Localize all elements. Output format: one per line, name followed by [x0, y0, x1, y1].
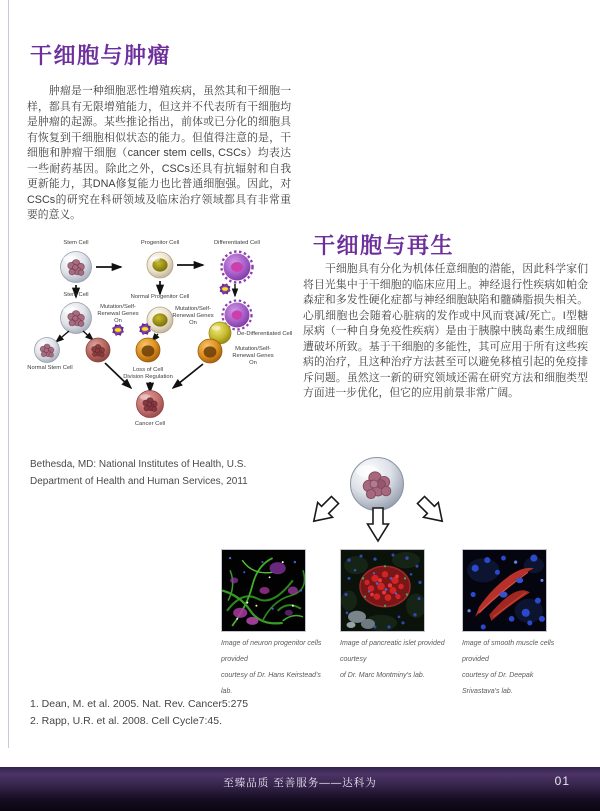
islet-cluster [360, 565, 410, 607]
caption-line: Image of pancreatic islet provided courtesy [340, 640, 445, 663]
caption-line: courtesy of Dr. Hans Keirstead's lab. [221, 672, 321, 695]
smooth-muscle-micrograph [462, 549, 547, 632]
orange-cell-illustration-2 [198, 339, 222, 363]
label-stem-cell-1: Stem Cell [63, 240, 89, 246]
mutated-stem-cell-illustration [86, 338, 110, 362]
svg-text:On: On [189, 320, 197, 326]
neuron-progenitor-micrograph [221, 549, 306, 632]
label-normal-stem-cell: Normal Stem Cell [27, 365, 73, 371]
caption-line: Image of neuron progenitor cells provided [221, 640, 322, 663]
orange-cell-illustration-1 [136, 338, 160, 362]
stem-cell-illustration-2 [61, 303, 92, 334]
svg-text:On: On [114, 318, 122, 324]
pancreatic-islet-micrograph [340, 549, 425, 632]
tumor-paragraph: 肿瘤是一种细胞恶性增殖疾病，虽然其和干细胞一样，都具有无限增殖能力，但这并不代表所有干细胞均是肿瘤的起源。某些推论指出，前体或已分化的细胞具有恢复到干细胞相似状态的能力。但值得注意的是，干细胞和肿瘤干细胞（cancer stem cells, CSCs）均表达一些耐药基因。除此之外，CSCs还具有抗辐射和自我更新能力，其DNA修复能力也比普通细胞强。因此，对CSCs的研究在科研领域及临床治疗领域都具有非常重要的意义。 [27, 85, 291, 221]
footer-bar [0, 767, 600, 811]
differentiated-cell-illustration [222, 252, 253, 283]
label-cancer-cell: Cancer Cell [134, 421, 166, 427]
label-de-differentiated-cell: De-Differentiated Cell [237, 331, 293, 337]
svg-text:Renewal Genes: Renewal Genes [97, 311, 139, 317]
svg-text:On: On [249, 360, 257, 366]
reference-1: 1. Dean, M. et al. 2005. Nat. Rev. Cancer5:275 [30, 698, 249, 710]
cancer-cell-illustration [137, 391, 164, 418]
citation [30, 456, 248, 490]
mutation-label-left [97, 304, 138, 324]
arrow-down-left-icon [306, 494, 342, 529]
label-progenitor-cell: Progenitor Cell [140, 240, 180, 246]
section-title-regeneration: 干细胞与再生 [313, 233, 455, 258]
caption-line: Image of smooth muscle cells provided [462, 640, 555, 663]
arrow-down-icon [368, 508, 389, 541]
figure-caption-2 [340, 636, 445, 684]
normal-stem-cell-illustration [35, 338, 60, 363]
mutation-label-right [232, 346, 273, 366]
section-title-tumor: 干细胞与肿瘤 [30, 43, 172, 68]
svg-text:Loss of Cell: Loss of Cell [132, 367, 164, 373]
mutation-label-middle [172, 306, 213, 326]
caption-line: of Dr. Marc Montminy's lab. [340, 672, 425, 679]
references [30, 696, 248, 730]
label-stem-cell-2: Stem Cell [63, 292, 89, 298]
svg-text:Mutation/Self-: Mutation/Self- [235, 346, 271, 352]
svg-text:Division Regulation: Division Regulation [123, 374, 173, 380]
reference-2: 2. Rapp, U.R. et al. 2008. Cell Cycle7:45. [30, 715, 223, 727]
svg-text:Mutation/Self-: Mutation/Self- [100, 304, 136, 310]
differentiation-arrows [305, 494, 450, 552]
citation-line-2: Department of Health and Human Services, 2011 [30, 476, 248, 487]
page-number: 01 [554, 774, 570, 788]
mutation-burst-icon [112, 324, 123, 335]
figure-caption-1 [221, 636, 326, 700]
svg-text:Renewal Genes: Renewal Genes [172, 313, 214, 319]
svg-text:Renewal Genes: Renewal Genes [232, 353, 274, 359]
mutation-burst-icon [220, 284, 230, 294]
svg-text:Mutation/Self-: Mutation/Self- [175, 306, 211, 312]
footer-slogan: 至臻品质 至善服务——达科为 [223, 777, 377, 789]
label-differentiated-cell: Differentiated Cell [214, 240, 260, 246]
regeneration-paragraph: 干细胞具有分化为机体任意细胞的潜能，因此科学家们将目光集中于干细胞的临床应用上。神经退行性疾病如帕金森症和多发性硬化症都与神经细胞缺陷和髓磷脂损失相关。心肌细胞也会随着心脏病的发作或中风而衰减/死亡。I型糖尿病（一种自身免疫性疾病）是由于胰腺中胰岛素生成细胞遭破坏所致。基于干细胞的多能性，其可应用于所有这些疾病的治疗，且这种治疗方法甚至可以避免移植引起的免疫排斥问题。虽然这一新的研究领域还需在研究方法和细胞类型方面进一步优化，但它的应用前景非常广阔。 [303, 263, 588, 399]
figure-caption-3 [462, 636, 567, 700]
label-normal-progenitor-cell: Normal Progenitor Cell [130, 294, 190, 300]
caption-line: courtesy of Dr. Deepak Srivastava's lab. [462, 672, 534, 695]
arrow-down-right-icon [414, 494, 450, 529]
left-edge-line [8, 0, 9, 748]
progenitor-cell-illustration [147, 252, 173, 278]
loss-of-regulation-label [123, 367, 173, 380]
stem-cell-illustration-1 [61, 252, 92, 283]
normal-progenitor-cell-illustration [147, 307, 173, 333]
citation-line-1: Bethesda, MD: National Institutes of Health, U.S. [30, 459, 247, 470]
stem-cell-cancer-diagram [25, 234, 305, 448]
